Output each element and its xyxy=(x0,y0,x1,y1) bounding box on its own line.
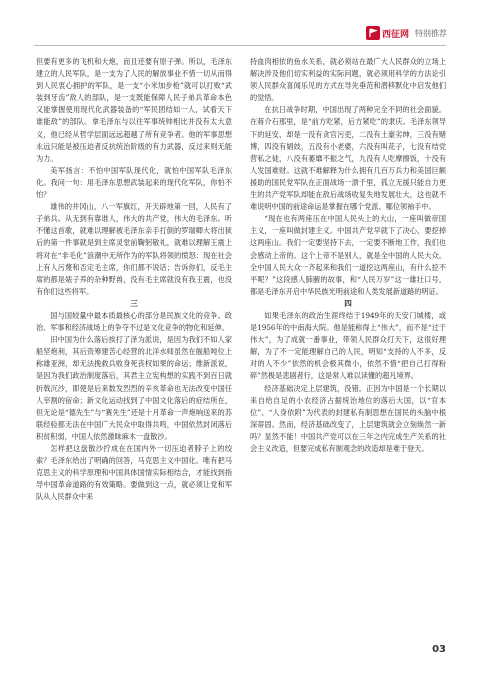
right-text-column xyxy=(250,56,446,455)
paragraph: 在抗日战争时期，中国出现了两种完全不同的社会面貌。在蒋介石那里，是“前方吃紧，后方紧吃”的隶庆。毛泽东领导下的延安，却是一没有贪官污吏，二没有土豪劣绅，三没有赌博，四没有娼妓，五没有小老婆，六没有叫花子，七没有结党营私之徒，八没有萎靡不振之气，九没有人吃摩擦饭，十没有人发国难财。这就不难解释为什么拥有几百万兵力和美国巨额援助的国民党军队在正面战场一溃千里，孤立无援只能自力更生的共产党军队却能在敌后战场收复失地发展壮大，这也就不难说明中国的前途命运是掌握在哪个党派、哪位领袖手中。 xyxy=(250,105,446,212)
paragraph: “现在也有两座压在中国人民头上的大山，一座叫做帝国主义，一座叫做封建主义。中国共产党早就下了决心，要挖掉这两座山。我们一定要坚持下去，一定要不断地工作，我们也会感动上帝的。这个上帝不是别人，就是全中国的人民大众。全中国人民大众一齐起来和我们一道挖这两座山，有什么挖不平呢？”这段感人肺腑的故事，和“人民万岁”这一雄壮口号，都是毛泽东开启中华民族光明前途和人类发展新道路的明证。 xyxy=(250,214,446,296)
paragraph: 美军扬言：不怕中国军队现代化，就怕中国军队毛泽东化。我问一句：用毛泽东思想武装起来的现代化军队，你怕不怕？ xyxy=(36,165,232,200)
paragraph: 经济基础决定上层建筑，没错。正因为中国是一个长期以来自给自足的小农经济占据统治地位的落后大国，以“官本位”、“人身依附”为代表的封建私有制思想在国民的头脑中根深蒂固。然而，经济基础改变了，上层建筑就会立刻焕然一新吗？显然不能！中国共产党可以在三年之内完成生产关系的社会主义改造，但要完成私有制观念的改造却是难于登天。 xyxy=(250,383,446,453)
header-divider xyxy=(34,45,446,46)
paragraph: 怎样把这盘散沙拧成在在国内外一切压迫者脖子上的绞索？毛泽东给出了明确的回答，马克思主义中国化。唯有把马克思主义的科学原理和中国具体国情实际相结合，才能找到指导中国革命道路的有效策略。要做到这一点，就必须让党和军队从人民群众中来 xyxy=(36,444,232,502)
page-number: 03 xyxy=(432,644,446,655)
paragraph: 旧中国为什么落后挨打了泽为派说，是因为我们不如人家船坚炮利，其后资筹建苦心经营的北洋水师虽然在舰船吨位上称雄亚洲，却无法挽救兵败身死丧权如果的命运；维新派说，是因为我们政治制度落后，其君主立宪构想的实践不到百日就折戟沉沙，即使是后来数发烈烈的辛亥革命也无法改变中国任人宰割的宿命；新文化运动找到了中国文化落后的症结所在，但无论是“德先生”与“赛先生”还是十月革命一声炮响送来的苏联经验都无法在中国广大民众中取得共鸣，中国依然封闭落后积贫积弱，中国人依然激昧麻木一盘散沙。 xyxy=(36,335,232,441)
paragraph: 雄伟的井冈山，八一军旗红，开天辟地第一回，人民有了子弟兵。从无到有靠谁人，伟大的共产党，伟大的毛泽东。听不懂这首歌，就难以理解被毛泽东亲手打倒的罗瑞卿大将出狱后的第一件事就是到主席灵堂前鞠躬敬礼，就难以理解王震上将对在“非毛化”浪潮中无所作为的军队将领的愤怒：现在社会上有人污蔑和否定毛主席，你们都不说话；告诉你们，反毛主席的都是婊子养的杂种野兽，没有毛主席就没有我王震，也没有你们这些将军。 xyxy=(36,202,232,296)
paragraph: 如果毛泽东的政治生涯终结于1949年的天安门城楼，或是1956年的中南海大院。他是能称得上“伟大”，而不是“过于伟大”，为了成就一番事业，带领人民群众打天下，这很好理解，为了不一定能理解自己的人民，明知“支持的人不多，反对的人不少”依然的机会极其微小，依然不惜“把自己打得粉碎”然极是悲剧者行，这是常人难以读懂的超凡境界。 xyxy=(250,310,446,381)
page-header xyxy=(366,26,447,40)
section-number: 四 xyxy=(344,298,352,308)
section-number: 三 xyxy=(130,298,138,308)
paragraph: 持血肉相依的鱼水关系，就必须站在最广大人民群众的立场上解决涉及他们切实利益的实际问题，就必须用科学的方法论引领人民群众喜闻乐见的方式在导先垂范和潜移默化中启发他们的觉悟。 xyxy=(250,57,446,103)
publisher-logo xyxy=(366,26,409,40)
logo-text: 西征网 xyxy=(381,29,409,40)
paragraph: 国与国较量中最本质最核心的部分是民族文化的竞争。政治、军事和经济战场上的争夺不过是文化竞争的物化和延伸。 xyxy=(36,310,232,333)
flag-icon xyxy=(366,26,380,40)
paragraph: 但要有更多的飞机和大炮，而且还要有原子弹。所以，毛泽东建立的人民军队，是一支为了人民的解放事业不惜一切从而得到人民衷心拥护的军队，是一支“小米加步枪”就可以打败“武装到牙齿”敌人的部队，是一支既能保障人民子弟兵革命本色又能掌握使用现代化武器装备的“军民团结如一人，试看天下谁能敌”的部队。拿毛泽东与以往军事统帅相比并没有太大意义，他已经从哲学层面远远超越了所有竞争者。他的军事思想永远只能是被压迫者反抗统治阶级的有力武器，反过来则无能为力。 xyxy=(36,57,232,163)
left-text-column xyxy=(36,56,232,503)
section-label: 特别推荐 xyxy=(415,28,447,38)
